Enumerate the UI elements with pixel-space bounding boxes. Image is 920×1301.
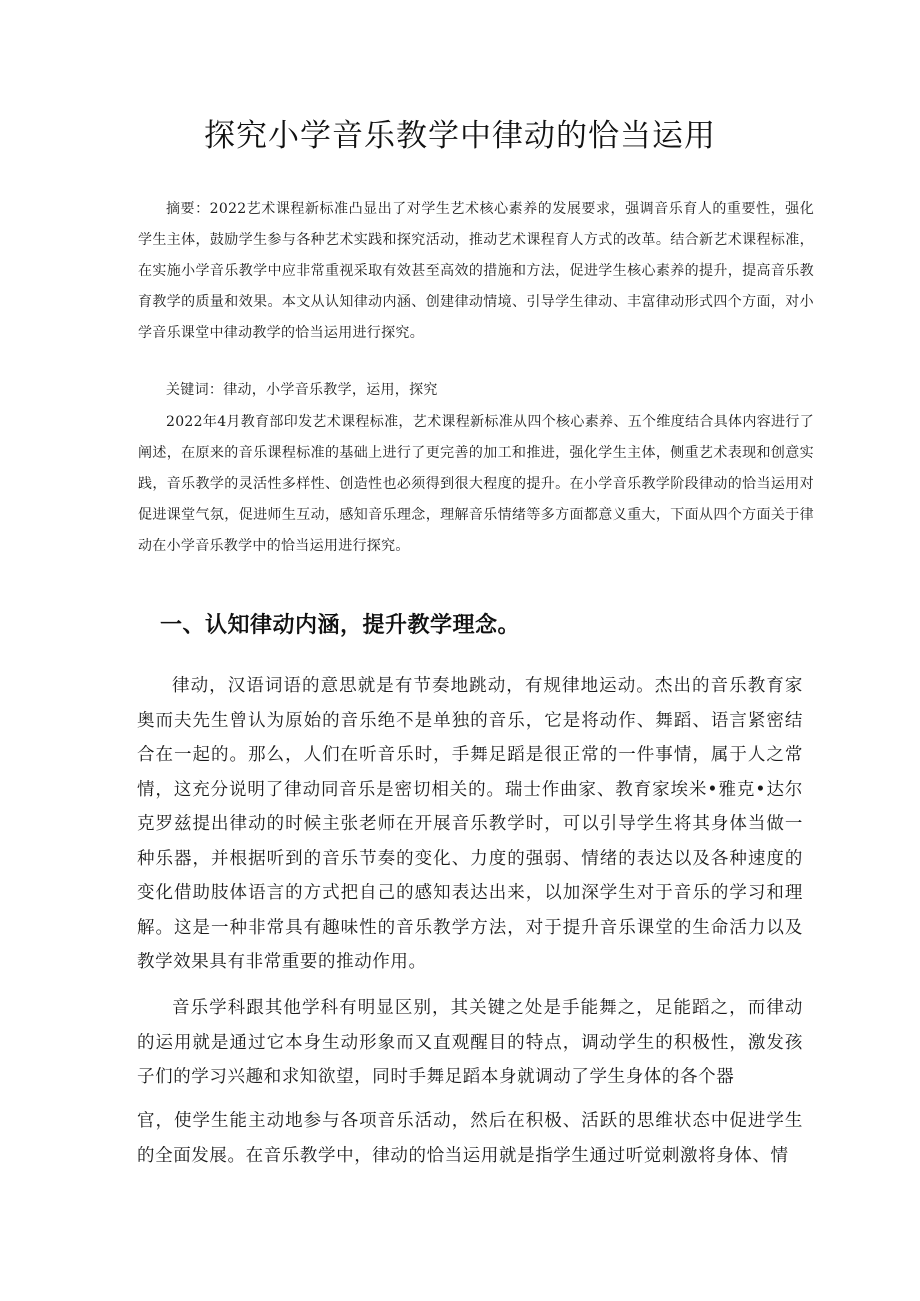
- section-1-paragraph-1: 律动，汉语词语的意思就是有节奏地跳动，有规律地运动。杰出的音乐教育家奥而夫先生曾认为原始的音乐绝不是单独的音乐，它是将动作、舞蹈、语言紧密结合在一起的。那么，人们在听音乐时，手舞足蹈是很正常的一件事情，属于人之常情，这充分说明了律动同音乐是密切相关的。瑞士作曲家、教育家埃米•雅克•达尔克罗兹提出律动的时候主张老师在开展音乐教学时，可以引导学生将其身体当做一种乐器，并根据听到的音乐节奏的变化、力度的强弱、情绪的表达以及各种速度的变化借助肢体语言的方式把自己的感知表达出来，以加深学生对于音乐的学习和理解。这是一种非常具有趣味性的音乐教学方法，对于提升音乐课堂的生命活力以及教学效果具有非常重要的推动作用。: [137, 676, 803, 972]
- intro-paragraph: 2022年4月教育部印发艺术课程标准，艺术课程新标准从四个核心素养、五个维度结合具体内容进行了阐述，在原来的音乐课程标准的基础上进行了更完善的加工和推进，强化学生主体，侧重艺术表现和创意实践，音乐教学的灵活性多样性、创造性也必须得到很大程度的提升。在小学音乐教学阶段律动的恰当运用对促进课堂气氛，促进师生互动，感知音乐理念，理解音乐情绪等多方面都意义重大，下面从四个方面关于律动在小学音乐教学中的恰当运用进行探究。: [138, 414, 814, 554]
- section-1-heading: 一、认知律动内涵，提升教学理念。: [160, 613, 521, 638]
- keywords-paragraph: 关键词：律动，小学音乐教学，运用，探究: [166, 382, 438, 398]
- section-1-paragraph-2: 音乐学科跟其他学科有明显区别，其关键之处是手能舞之，足能蹈之，而律动的运用就是通过它本身生动形象而又直观醒目的特点，调动学生的积极性，激发孩子们的学习兴趣和求知欲望，同时手舞足蹈本身就调动了学生身体的各个器: [137, 998, 803, 1087]
- abstract-paragraph: 摘要：2022艺术课程新标准凸显出了对学生艺术核心素养的发展要求，强调音乐育人的重要性，强化学生主体，鼓励学生参与各种艺术实践和探究活动，推动艺术课程育人方式的改革。结合新艺术课程标准，在实施小学音乐教学中应非常重视采取有效甚至高效的措施和方法，促进学生核心素养的提升，提高音乐教育教学的质量和效果。本文从认知律动内涵、创建律动情境、引导学生律动、丰富律动形式四个方面，对小学音乐课堂中律动教学的恰当运用进行探究。: [138, 201, 814, 341]
- section-1-paragraph-3: 官，使学生能主动地参与各项音乐活动，然后在积极、活跃的思维状态中促进学生的全面发展。在音乐教学中，律动的恰当运用就是指学生通过听觉刺激将身体、情: [137, 1111, 803, 1166]
- document-title: 探究小学音乐教学中律动的恰当运用: [204, 118, 716, 154]
